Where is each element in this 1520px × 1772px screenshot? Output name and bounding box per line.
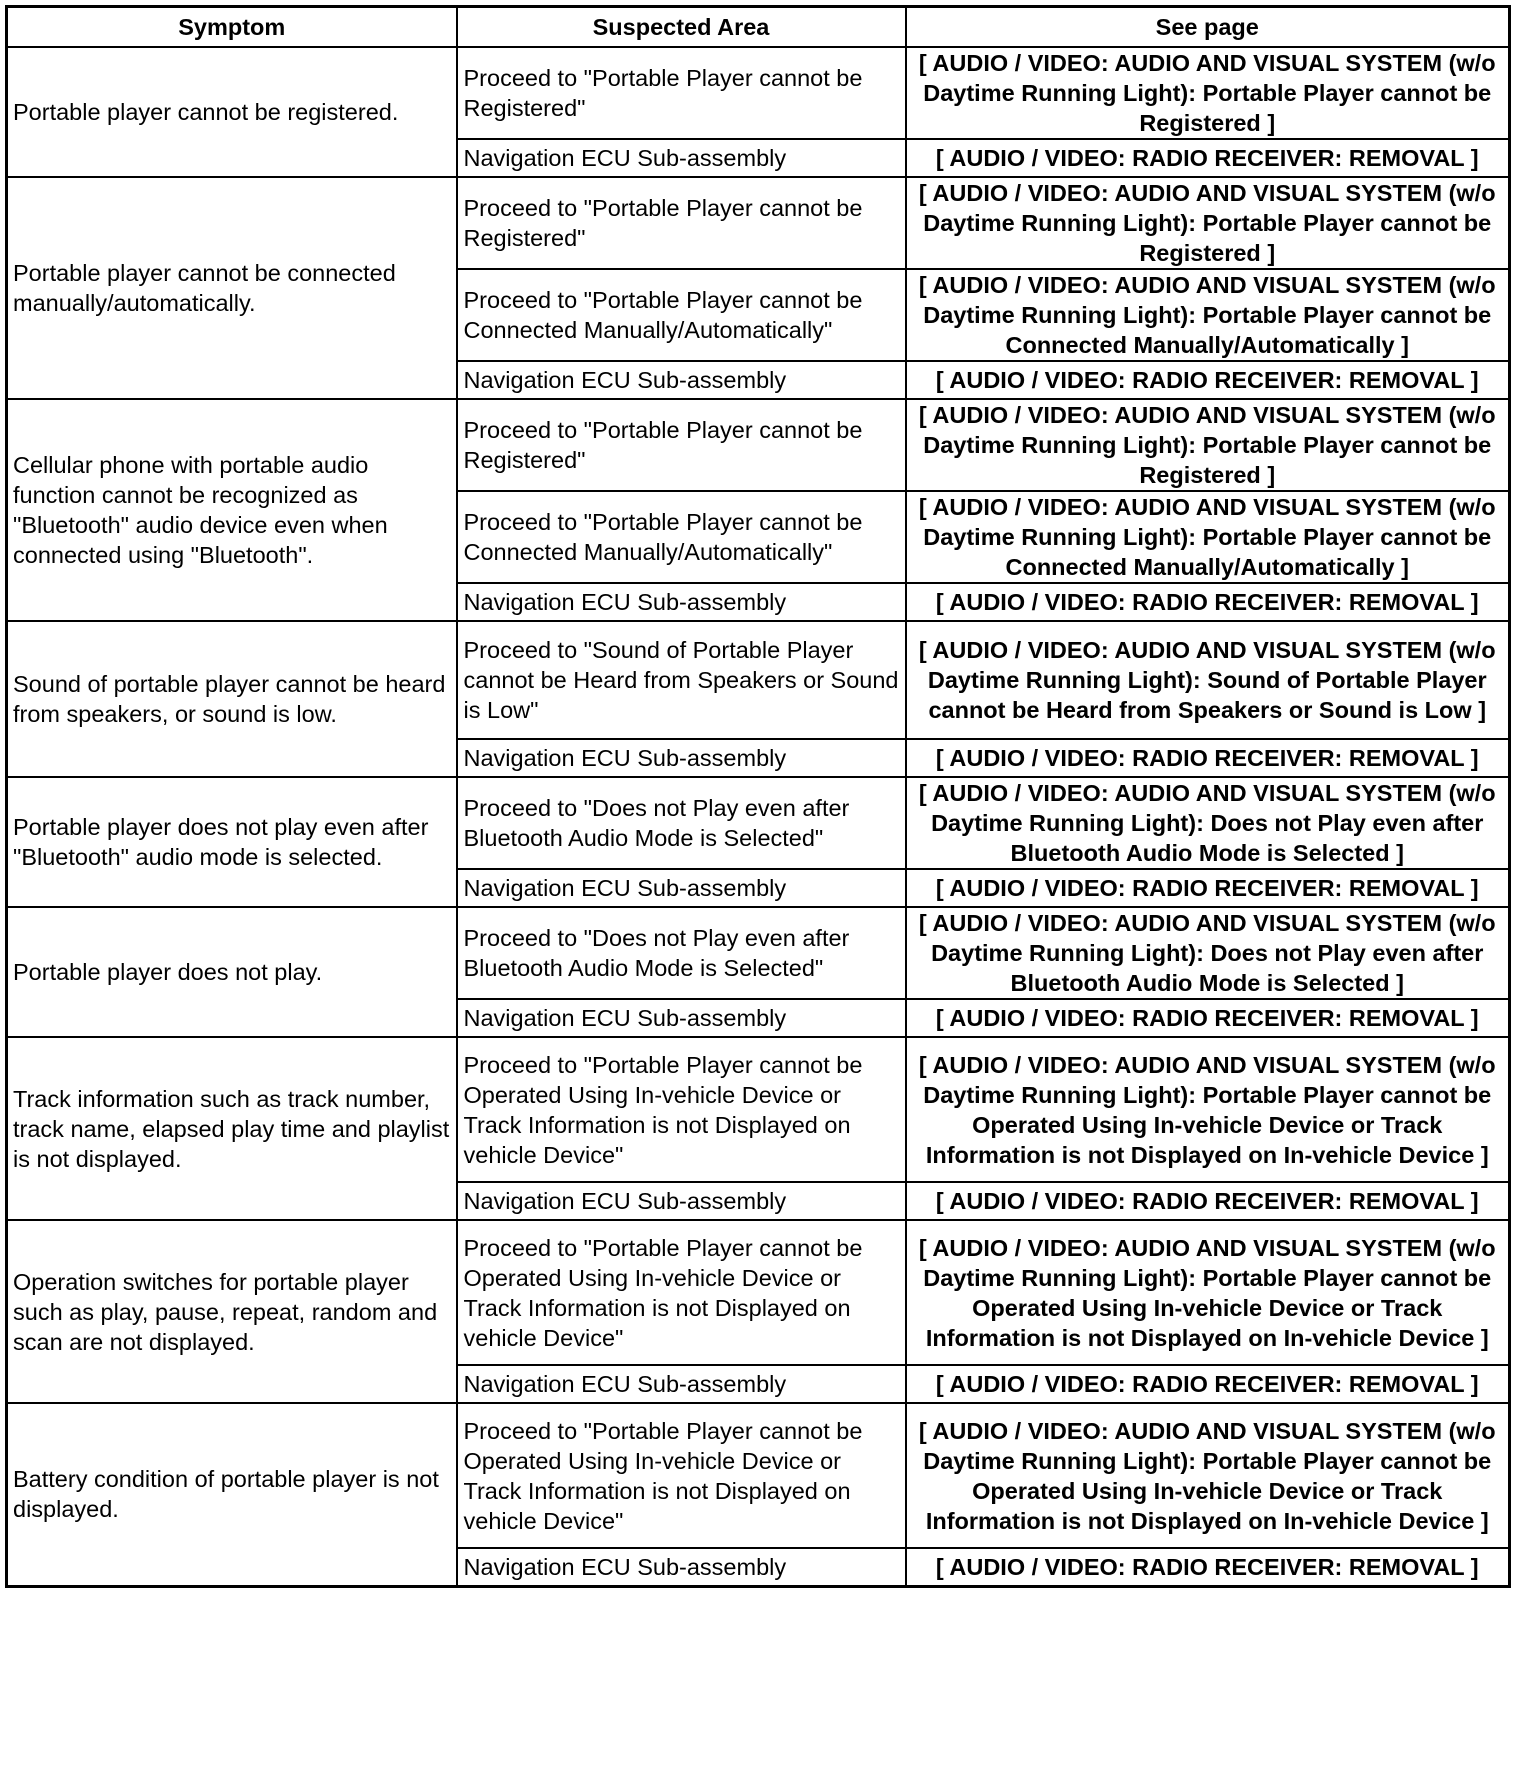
symptom-cell: Track information such as track number, track name, elapsed play time and playlist is not displayed. xyxy=(7,1037,457,1220)
symptom-cell: Portable player cannot be connected manually/automatically. xyxy=(7,177,457,399)
suspected-area-cell: Proceed to "Does not Play even after Bluetooth Audio Mode is Selected" xyxy=(457,777,906,869)
see-page-link[interactable]: [ AUDIO / VIDEO: AUDIO AND VISUAL SYSTEM (w/o Daytime Running Light): Portable Player cannot be Connected Manually/Automatically ] xyxy=(906,491,1510,583)
header-see-page: See page xyxy=(906,7,1510,48)
table-row xyxy=(7,777,1510,869)
troubleshooting-table xyxy=(5,5,1511,1588)
see-page-link[interactable]: [ AUDIO / VIDEO: AUDIO AND VISUAL SYSTEM (w/o Daytime Running Light): Does not Play even after Bluetooth Audio Mode is Selected ] xyxy=(906,777,1510,869)
see-page-link[interactable]: [ AUDIO / VIDEO: AUDIO AND VISUAL SYSTEM (w/o Daytime Running Light): Portable Player cannot be Operated Using In-vehicle Device or Track Information is not Displayed on In-vehicle Device ] xyxy=(906,1220,1510,1365)
table-row xyxy=(7,1037,1510,1182)
symptom-cell: Portable player cannot be registered. xyxy=(7,47,457,177)
suspected-area-cell: Proceed to "Portable Player cannot be Connected Manually/Automatically" xyxy=(457,269,906,361)
see-page-link[interactable]: [ AUDIO / VIDEO: RADIO RECEIVER: REMOVAL ] xyxy=(906,739,1510,777)
suspected-area-cell: Navigation ECU Sub-assembly xyxy=(457,1182,906,1220)
table-row xyxy=(7,907,1510,999)
see-page-link[interactable]: [ AUDIO / VIDEO: RADIO RECEIVER: REMOVAL ] xyxy=(906,361,1510,399)
symptom-cell: Portable player does not play. xyxy=(7,907,457,1037)
symptom-cell: Sound of portable player cannot be heard from speakers, or sound is low. xyxy=(7,621,457,777)
see-page-link[interactable]: [ AUDIO / VIDEO: AUDIO AND VISUAL SYSTEM (w/o Daytime Running Light): Sound of Portable Player cannot be Heard from Speakers or Sound is Low ] xyxy=(906,621,1510,739)
suspected-area-cell: Proceed to "Does not Play even after Bluetooth Audio Mode is Selected" xyxy=(457,907,906,999)
symptom-cell: Operation switches for portable player such as play, pause, repeat, random and scan are not displayed. xyxy=(7,1220,457,1403)
suspected-area-cell: Navigation ECU Sub-assembly xyxy=(457,583,906,621)
suspected-area-cell: Proceed to "Portable Player cannot be Registered" xyxy=(457,399,906,491)
suspected-area-cell: Navigation ECU Sub-assembly xyxy=(457,1548,906,1586)
symptom-cell: Cellular phone with portable audio function cannot be recognized as "Bluetooth" audio device even when connected using "Bluetooth". xyxy=(7,399,457,621)
see-page-link[interactable]: [ AUDIO / VIDEO: RADIO RECEIVER: REMOVAL ] xyxy=(906,139,1510,177)
see-page-link[interactable]: [ AUDIO / VIDEO: AUDIO AND VISUAL SYSTEM (w/o Daytime Running Light): Portable Player cannot be Operated Using In-vehicle Device or Track Information is not Displayed on In-vehicle Device ] xyxy=(906,1037,1510,1182)
see-page-link[interactable]: [ AUDIO / VIDEO: AUDIO AND VISUAL SYSTEM (w/o Daytime Running Light): Does not Play even after Bluetooth Audio Mode is Selected ] xyxy=(906,907,1510,999)
table-row xyxy=(7,399,1510,491)
suspected-area-cell: Navigation ECU Sub-assembly xyxy=(457,1365,906,1403)
suspected-area-cell: Navigation ECU Sub-assembly xyxy=(457,139,906,177)
header-suspected-area: Suspected Area xyxy=(457,7,906,48)
header-row xyxy=(7,7,1510,48)
see-page-link[interactable]: [ AUDIO / VIDEO: AUDIO AND VISUAL SYSTEM (w/o Daytime Running Light): Portable Player cannot be Connected Manually/Automatically ] xyxy=(906,269,1510,361)
table-row xyxy=(7,177,1510,269)
suspected-area-cell: Proceed to "Portable Player cannot be Registered" xyxy=(457,177,906,269)
see-page-link[interactable]: [ AUDIO / VIDEO: RADIO RECEIVER: REMOVAL ] xyxy=(906,1548,1510,1586)
see-page-link[interactable]: [ AUDIO / VIDEO: RADIO RECEIVER: REMOVAL ] xyxy=(906,583,1510,621)
symptom-cell: Portable player does not play even after "Bluetooth" audio mode is selected. xyxy=(7,777,457,907)
suspected-area-cell: Proceed to "Portable Player cannot be Operated Using In-vehicle Device or Track Information is not Displayed on vehicle Device" xyxy=(457,1037,906,1182)
table-row xyxy=(7,1220,1510,1365)
see-page-link[interactable]: [ AUDIO / VIDEO: AUDIO AND VISUAL SYSTEM (w/o Daytime Running Light): Portable Player cannot be Operated Using In-vehicle Device or Track Information is not Displayed on In-vehicle Device ] xyxy=(906,1403,1510,1548)
suspected-area-cell: Navigation ECU Sub-assembly xyxy=(457,739,906,777)
suspected-area-cell: Proceed to "Sound of Portable Player cannot be Heard from Speakers or Sound is Low" xyxy=(457,621,906,739)
suspected-area-cell: Proceed to "Portable Player cannot be Operated Using In-vehicle Device or Track Information is not Displayed on vehicle Device" xyxy=(457,1403,906,1548)
symptom-cell: Battery condition of portable player is not displayed. xyxy=(7,1403,457,1586)
see-page-link[interactable]: [ AUDIO / VIDEO: AUDIO AND VISUAL SYSTEM (w/o Daytime Running Light): Portable Player cannot be Registered ] xyxy=(906,399,1510,491)
see-page-link[interactable]: [ AUDIO / VIDEO: RADIO RECEIVER: REMOVAL ] xyxy=(906,869,1510,907)
table-row xyxy=(7,621,1510,739)
suspected-area-cell: Proceed to "Portable Player cannot be Registered" xyxy=(457,47,906,139)
table-body xyxy=(7,47,1510,1586)
see-page-link[interactable]: [ AUDIO / VIDEO: RADIO RECEIVER: REMOVAL ] xyxy=(906,1182,1510,1220)
see-page-link[interactable]: [ AUDIO / VIDEO: RADIO RECEIVER: REMOVAL ] xyxy=(906,1365,1510,1403)
suspected-area-cell: Proceed to "Portable Player cannot be Connected Manually/Automatically" xyxy=(457,491,906,583)
suspected-area-cell: Navigation ECU Sub-assembly xyxy=(457,999,906,1037)
table-row xyxy=(7,1403,1510,1548)
header-symptom: Symptom xyxy=(7,7,457,48)
see-page-link[interactable]: [ AUDIO / VIDEO: AUDIO AND VISUAL SYSTEM (w/o Daytime Running Light): Portable Player cannot be Registered ] xyxy=(906,177,1510,269)
suspected-area-cell: Navigation ECU Sub-assembly xyxy=(457,869,906,907)
see-page-link[interactable]: [ AUDIO / VIDEO: AUDIO AND VISUAL SYSTEM (w/o Daytime Running Light): Portable Player cannot be Registered ] xyxy=(906,47,1510,139)
suspected-area-cell: Navigation ECU Sub-assembly xyxy=(457,361,906,399)
troubleshooting-table-wrapper xyxy=(5,5,1511,1588)
suspected-area-cell: Proceed to "Portable Player cannot be Operated Using In-vehicle Device or Track Information is not Displayed on vehicle Device" xyxy=(457,1220,906,1365)
table-row xyxy=(7,47,1510,139)
see-page-link[interactable]: [ AUDIO / VIDEO: RADIO RECEIVER: REMOVAL ] xyxy=(906,999,1510,1037)
